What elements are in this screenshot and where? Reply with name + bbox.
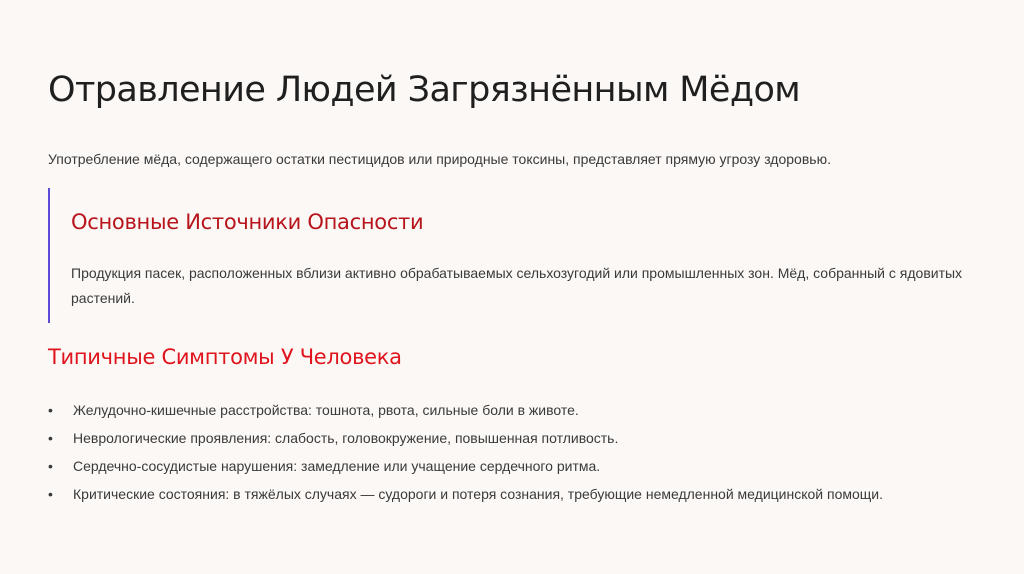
bullet-icon: •: [48, 430, 53, 446]
callout-text: Продукция пасек, расположенных вблизи активно обрабатываемых сельхозугодий или промышленных зон. Мёд, собранный с ядовитых растений.: [71, 265, 963, 306]
danger-sources-callout: [48, 188, 978, 323]
callout-title: Основные Источники Опасности: [71, 210, 424, 234]
symptom-text: Сердечно-сосудистые нарушения: замедление или учащение сердечного ритма.: [73, 458, 601, 474]
intro-text: Употребление мёда, содержащего остатки пестицидов или природные токсины, представляет прямую угрозу здоровью.: [48, 151, 831, 167]
symptom-text: Желудочно-кишечные расстройства: тошнота, рвота, сильные боли в животе.: [73, 402, 579, 418]
bullet-icon: •: [48, 402, 53, 418]
symptom-text: Неврологические проявления: слабость, головокружение, повышенная потливость.: [73, 430, 619, 446]
bullet-icon: •: [48, 458, 53, 474]
bullet-icon: •: [48, 486, 53, 502]
slide-title: Отравление Людей Загрязнённым Мёдом: [48, 70, 801, 110]
symptom-text: Критические состояния: в тяжёлых случаях — судороги и потеря сознания, требующие немедленной медицинской помощи.: [73, 486, 884, 502]
symptoms-title: Типичные Симптомы У Человека: [48, 345, 402, 369]
